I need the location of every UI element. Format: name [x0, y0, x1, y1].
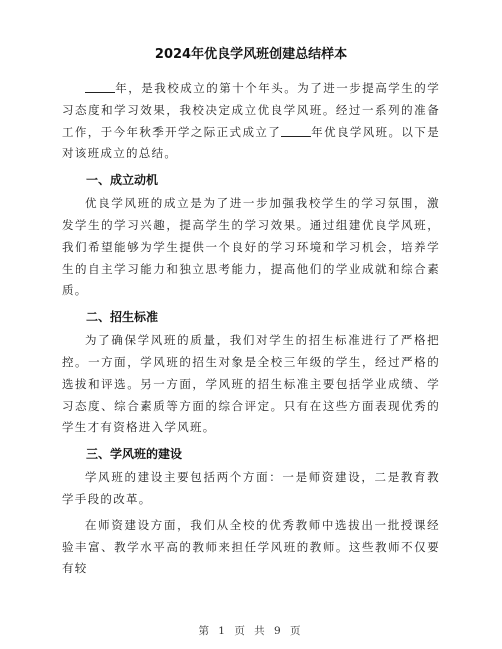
- section-paragraph: 优良学风班的成立是为了进一步加强我校学生的学习氛围，激发学生的学习兴趣，提高学生的学习效果。通过组建优良学风班，我们希望能够为学生提供一个良好的学习环境和学习机会，培养学生的自主学习能力和独立思考能力，提高他们的学业成就和综合素质。: [62, 196, 440, 298]
- intro-text-part2: 年优良学风班。以下是对该班成立的总结。: [62, 124, 440, 161]
- year-blank: [85, 80, 115, 93]
- section-heading-class-construction: 三、学风班的建设: [86, 447, 183, 462]
- section-paragraph: 在师资建设方面，我们从全校的优秀教师中选拔出一批授课经验丰富、教学水平高的教师来担任学风班的教师。这些教师不仅要有较: [62, 517, 440, 576]
- intro-text-part1: 年，是我校成立的第十个年头。为了进一步提高学生的学习态度和学习效果，我校决定成立优良学风班。经过一系列的准备工作，于今年秋季开学之际正式成立了: [62, 81, 440, 139]
- year-blank: [281, 124, 311, 137]
- intro-paragraph: [62, 78, 440, 165]
- section-heading-motivation: 一、成立动机: [86, 173, 159, 188]
- section-heading-admission-criteria: 二、招生标准: [86, 310, 159, 325]
- page-number-footer: 第 1 页 共 9 页: [198, 625, 304, 637]
- document-title: 2024年优良学风班创建总结样本: [154, 47, 348, 62]
- section-paragraph: 为了确保学风班的质量，我们对学生的招生标准进行了严格把控。一方面，学风班的招生对象是全校三年级的学生，经过严格的选拔和评选。另一方面，学风班的招生标准主要包括学业成绩、学习态度、综合素质等方面的综合评定。只有在这些方面表现优秀的学生才有资格进入学风班。: [62, 333, 440, 435]
- section-paragraph: 学风班的建设主要包括两个方面：一是师资建设，二是教育教学手段的改革。: [62, 470, 440, 506]
